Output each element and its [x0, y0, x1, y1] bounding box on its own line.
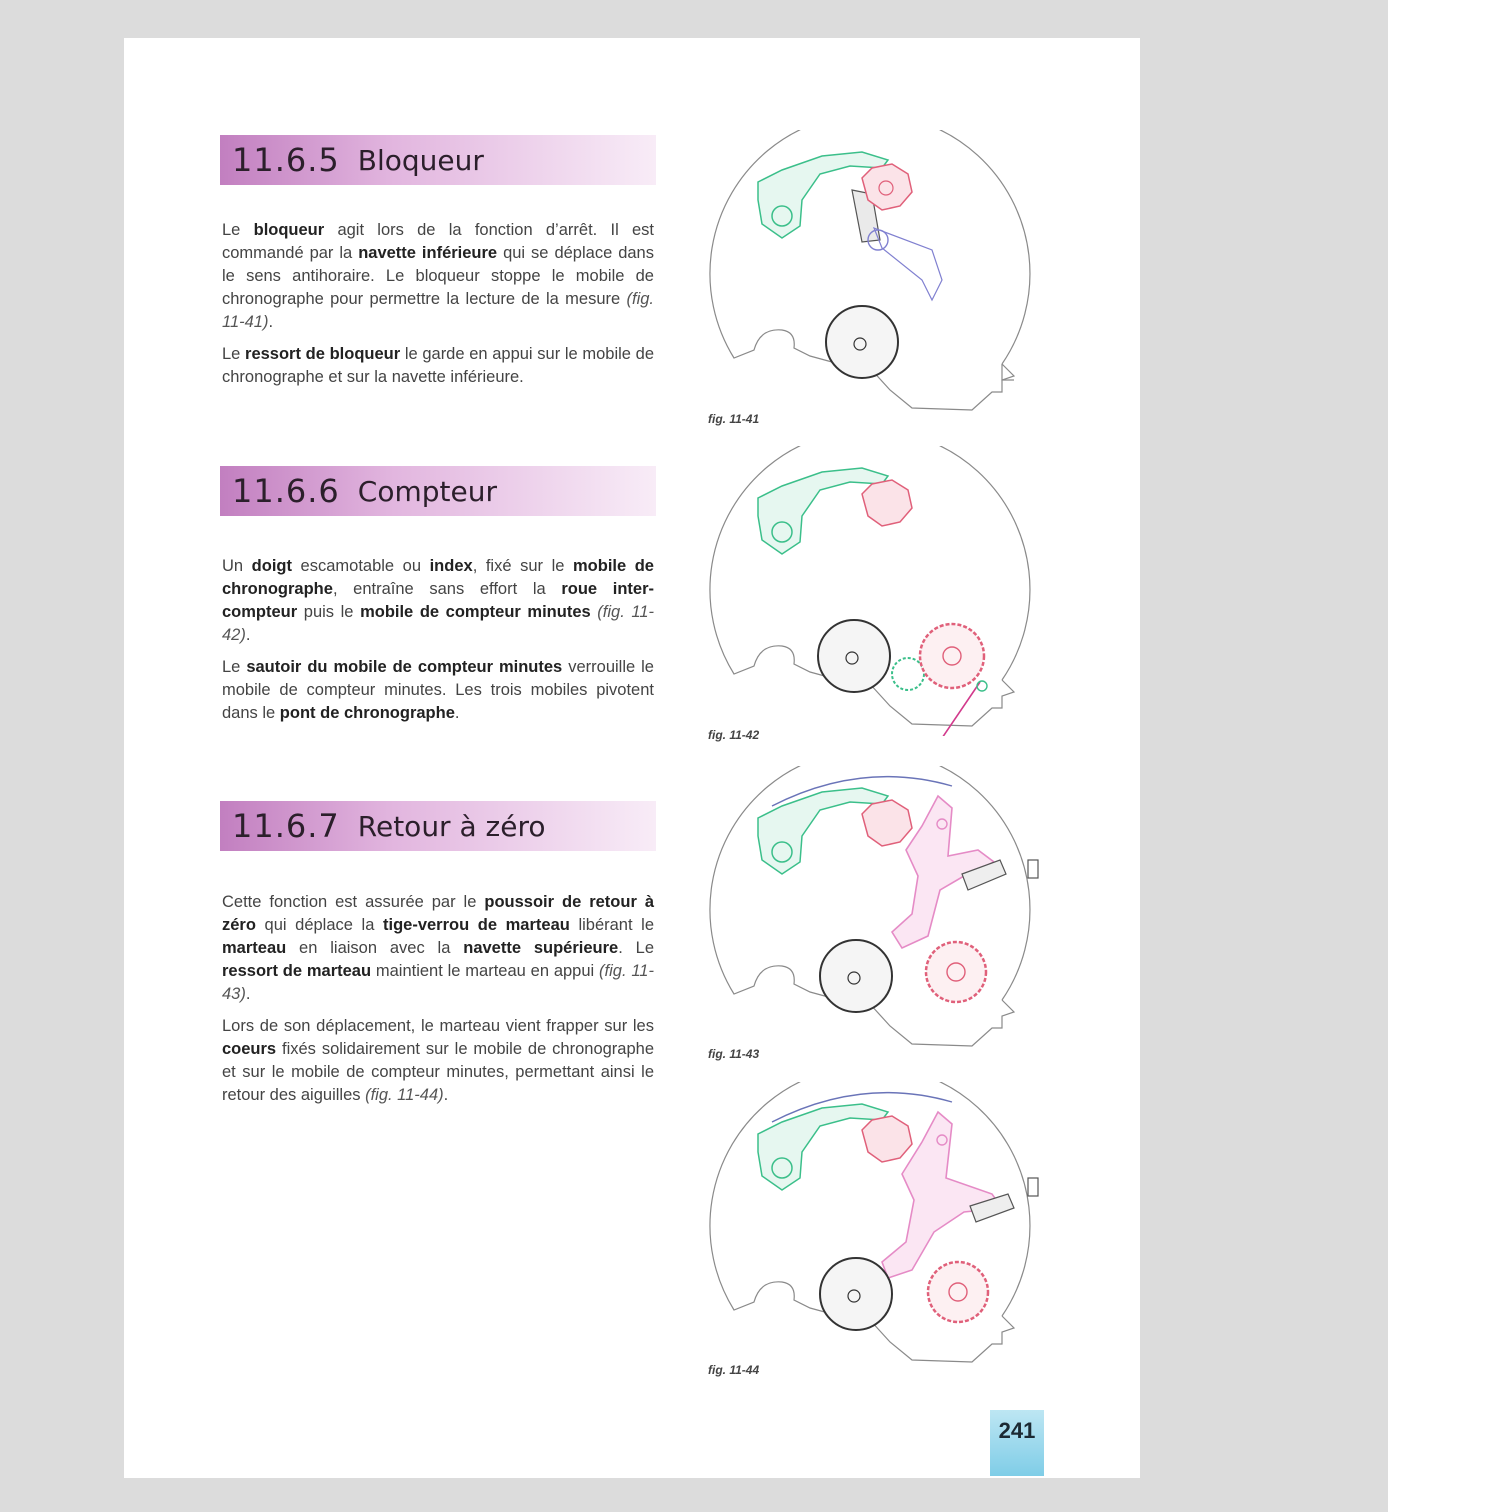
bold-term: mobile de compteur minutes	[360, 603, 591, 621]
text-run: .	[268, 313, 274, 331]
text-run: en liaison avec la	[286, 939, 464, 957]
text-run: .	[245, 985, 251, 1003]
section-header-retour-a-zero	[220, 801, 656, 851]
section-number: 11.6.6	[232, 472, 340, 510]
page-number: 241	[990, 1410, 1044, 1476]
chrono-heart-wheel	[862, 480, 912, 526]
minute-counter-wheel	[920, 624, 984, 688]
text-run: .	[245, 626, 251, 644]
paragraph	[222, 555, 654, 647]
bold-term: ressort de bloqueur	[245, 345, 401, 363]
right-margin-strip	[1388, 0, 1512, 1512]
bold-term: sautoir du mobile de compteur minutes	[246, 658, 563, 676]
text-run: Cette fonction est assurée par le	[222, 893, 485, 911]
bold-term: marteau	[222, 939, 287, 957]
figure-caption: fig. 11-41	[708, 412, 760, 426]
figure-11-43-diagram	[702, 766, 1048, 1056]
section-body-retour-a-zero	[222, 891, 654, 1116]
section-number: 11.6.5	[232, 141, 340, 179]
section-body-bloqueur	[222, 219, 654, 398]
bold-term: doigt	[251, 557, 292, 575]
chrono-heart-wheel	[862, 1116, 912, 1162]
bold-term: navette supérieure	[463, 939, 619, 957]
counter-jumper-spring	[938, 682, 980, 736]
figure-11-44-diagram	[702, 1082, 1048, 1372]
paragraph	[222, 891, 654, 1006]
bold-term: navette inférieure	[358, 244, 498, 262]
figure-caption: fig. 11-44	[708, 1363, 760, 1377]
bold-term: bloqueur	[253, 221, 325, 239]
chrono-wheel	[826, 306, 898, 378]
bold-term: pont de chronographe	[279, 704, 455, 722]
blocker-lever	[874, 228, 942, 300]
jumper-pivot	[977, 681, 987, 691]
text-run: .	[443, 1086, 449, 1104]
figure-caption: fig. 11-43	[708, 1047, 760, 1061]
inter-counter-wheel	[892, 658, 924, 690]
figure-reference: (fig. 11-42)	[222, 603, 654, 644]
text-run: Le	[222, 658, 247, 676]
text-run: puis le	[297, 603, 361, 621]
figure-reference: (fig. 11-41)	[222, 290, 654, 331]
paragraph	[222, 656, 654, 725]
reset-pusher	[1028, 1178, 1038, 1196]
bold-term: index	[429, 557, 473, 575]
text-run: Le	[222, 345, 246, 363]
paragraph	[222, 1015, 654, 1107]
chrono-wheel	[818, 620, 890, 692]
figure-11-41-diagram	[702, 130, 1048, 420]
figure-reference: (fig. 11-44)	[365, 1086, 444, 1104]
section-header-bloqueur	[220, 135, 656, 185]
text-run: maintient le marteau en appui	[371, 962, 600, 980]
paragraph	[222, 219, 654, 334]
bold-term: mobile de chronographe	[222, 557, 654, 598]
text-run: Un	[222, 557, 252, 575]
book-page	[124, 38, 1140, 1478]
section-header-compteur	[220, 466, 656, 516]
minute-counter-wheel	[926, 942, 986, 1002]
figure-caption: fig. 11-42	[708, 728, 760, 742]
bold-term: coeurs	[222, 1040, 277, 1058]
reset-pusher	[1028, 860, 1038, 878]
section-title: Bloqueur	[357, 143, 484, 177]
text-run: agit lors de la fonction d’arrêt. Il est commandé par la	[222, 221, 654, 262]
text-run: qui déplace la	[255, 916, 383, 934]
text-run: , entraîne sans effort la	[332, 580, 562, 598]
chrono-heart-wheel	[862, 800, 912, 846]
text-run: escamotable ou	[291, 557, 430, 575]
text-run: le garde en appui sur le mobile de chronographe et sur la navette inférieure.	[222, 345, 655, 386]
text-run: . Le	[618, 939, 654, 957]
text-run: , fixé sur le	[472, 557, 573, 575]
figure-reference: (fig. 11-43)	[222, 962, 654, 1003]
text-run: Le	[222, 221, 254, 239]
section-body-compteur	[222, 555, 654, 734]
bold-term: poussoir de retour à zéro	[222, 893, 654, 934]
bold-term: roue inter-compteur	[222, 580, 654, 621]
text-run: fixés solidairement sur le mobile de chronographe et sur le mobile de compteur minutes, permettant ainsi le retour des aiguilles	[222, 1040, 654, 1104]
text-run: .	[454, 704, 460, 722]
bold-term: tige-verrou de marteau	[383, 916, 570, 934]
bold-term: ressort de marteau	[222, 962, 372, 980]
text-run: Lors de son déplacement, le marteau vient frapper sur les	[222, 1017, 654, 1035]
figure-11-42-diagram	[702, 446, 1048, 736]
chrono-wheel	[820, 940, 892, 1012]
minute-counter-wheel	[928, 1262, 988, 1322]
text-run: verrouille le mobile de compteur minutes. Les trois mobiles pivotent dans le	[222, 658, 654, 722]
chrono-wheel	[820, 1258, 892, 1330]
paragraph	[222, 343, 654, 389]
text-run: qui se déplace dans le sens antihoraire. Le bloqueur stoppe le mobile de chronographe pour permettre la lecture de la mesure	[222, 244, 654, 308]
section-title: Retour à zéro	[357, 809, 546, 843]
section-title: Compteur	[357, 474, 497, 508]
text-run: libérant le	[569, 916, 654, 934]
section-number: 11.6.7	[232, 807, 340, 845]
